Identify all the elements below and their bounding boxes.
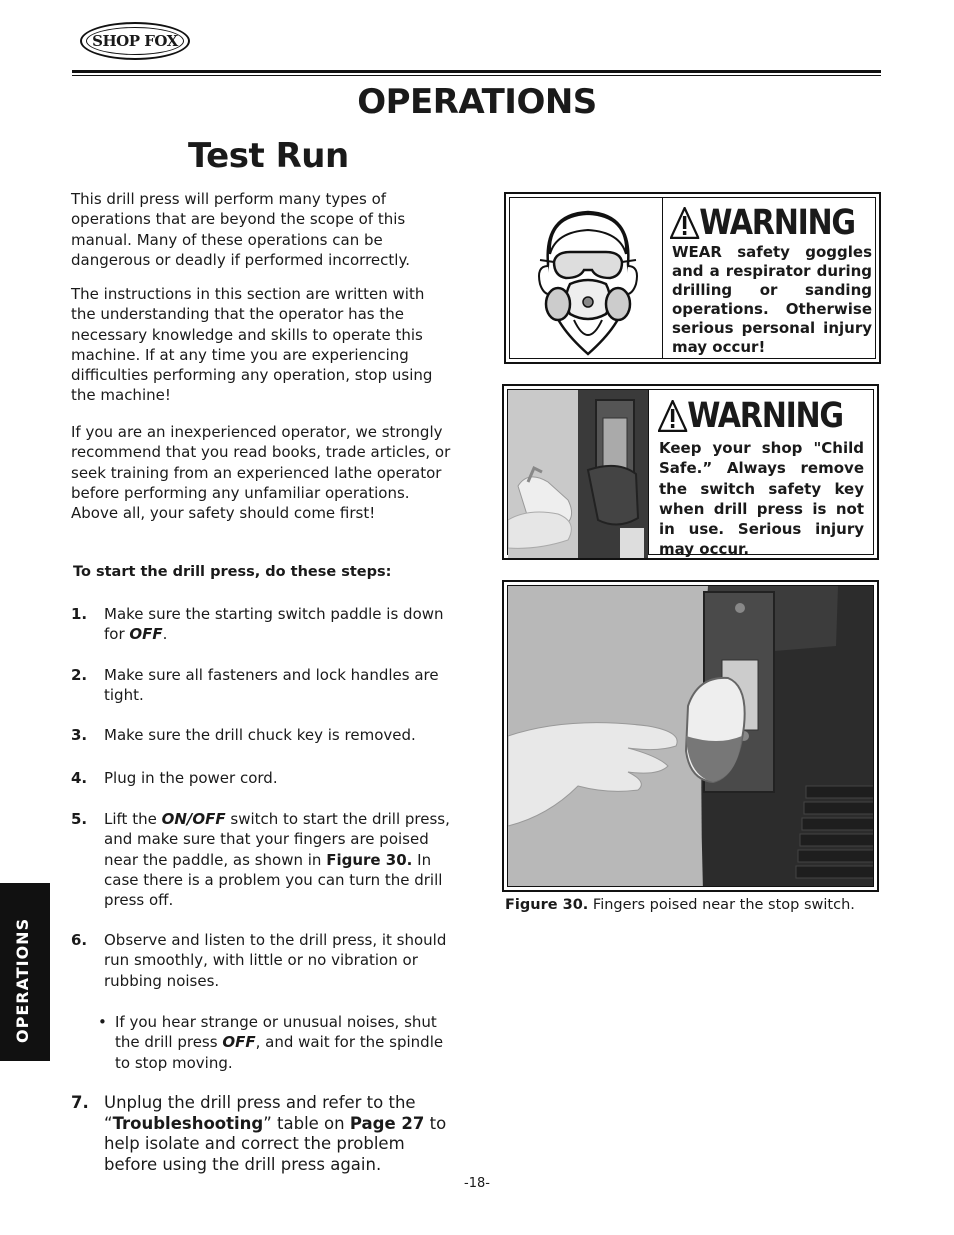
figure-reference: Figure 30. <box>326 850 413 869</box>
figure-label: Figure 30. <box>505 897 589 913</box>
step-text: Plug in the power cord. <box>104 769 278 787</box>
step-6-bullet <box>98 1012 450 1073</box>
warning-title-2 <box>658 394 843 438</box>
step-4 <box>71 768 451 788</box>
step-5 <box>71 809 451 910</box>
step-text-end: . <box>162 625 168 644</box>
warning-title-text: WARNING <box>687 396 843 436</box>
warning-box-respirator <box>504 192 881 364</box>
switch-key-photo <box>508 390 648 558</box>
warning-triangle-icon <box>658 400 687 432</box>
figure-caption-text: Fingers poised near the stop switch. <box>588 897 855 913</box>
step-number: 2. <box>71 666 88 684</box>
side-tab-label: OPERATIONS <box>13 917 32 1043</box>
step-text: Make sure all fasteners and lock handles are tight. <box>104 666 439 705</box>
step-number: 3. <box>71 726 88 744</box>
step-text-end: In case there is a problem you can turn the drill press off. <box>104 850 443 910</box>
step-emphasis: ON/OFF <box>161 810 226 828</box>
fingers-near-switch-photo <box>508 586 874 887</box>
intro-paragraph-3: If you are an inexperienced operator, we strongly recommend that you read books, trade articles, or seek training from an experienced lathe operator before performing any unfamiliar operations. Above all, your safety should come first! <box>71 423 451 523</box>
step-1 <box>71 604 451 645</box>
bullet-text-end: , and wait for the spindle to stop moving. <box>115 1033 444 1072</box>
step-text-end: to help isolate and correct the problem before using the drill press again. <box>104 1113 447 1174</box>
troubleshooting-reference: Troubleshooting <box>112 1113 264 1133</box>
bullet-emphasis: OFF <box>222 1033 256 1052</box>
page-number: -18- <box>464 1176 490 1191</box>
step-text-mid: ” table on <box>263 1113 350 1133</box>
logo-text: SHOP FOX <box>92 32 178 50</box>
bullet-text: If you hear strange or unusual noises, shut the drill press <box>115 1013 437 1052</box>
step-number: 4. <box>71 769 88 787</box>
page-title: Test Run <box>188 136 349 176</box>
figure-caption <box>505 897 855 913</box>
figure-30-frame <box>502 580 879 892</box>
respirator-face-illustration <box>530 204 646 360</box>
step-text-mid: switch to start the drill press, and make sure that your fingers are poised near the paddle, as shown in <box>104 810 450 869</box>
warning-text-2: Keep your shop "Child Safe.” Always remove the switch safety key when drill press is not in use. Serious injury may occur. <box>659 439 864 559</box>
warning-box-child-safe <box>502 384 879 560</box>
warning-title-1 <box>670 202 855 244</box>
header-rule <box>72 70 881 73</box>
header-rule-thin <box>72 75 881 76</box>
step-7 <box>71 1093 451 1175</box>
bullet-dot: • <box>98 1013 107 1031</box>
warning-title-text: WARNING <box>699 203 855 243</box>
step-text: Observe and listen to the drill press, it should run smoothly, with little or no vibration or rubbing noises. <box>104 931 447 990</box>
step-number: 5. <box>71 810 88 828</box>
intro-paragraph-1: This drill press will perform many types of operations that are beyond the scope of this manual. Many of these operations can be dangerous or deadly if performed incorrectly. <box>71 190 410 269</box>
step-number: 1. <box>71 605 88 623</box>
steps-lead: To start the drill press, do these steps: <box>73 564 392 580</box>
step-emphasis: OFF <box>129 625 163 644</box>
side-tab <box>0 883 50 1061</box>
warning-text-1: WEAR safety goggles and a respirator during drilling or sanding operations. Otherwise serious personal injury may occur! <box>672 243 872 356</box>
step-2 <box>71 665 451 706</box>
step-text: Lift the <box>104 810 162 828</box>
intro-paragraph-2: The instructions in this section are written with the understanding that the operator has the necessary knowledge and skills to operate this machine. If at any time you are experiencing difficulties performing any operation, stop using the machine! <box>71 285 433 405</box>
section-title: OPERATIONS <box>357 82 597 122</box>
step-text: Make sure the starting switch paddle is down for <box>104 605 444 644</box>
step-number: 6. <box>71 931 88 949</box>
step-text: Unplug the drill press and refer to the “ <box>104 1093 416 1133</box>
step-number: 7. <box>71 1093 89 1112</box>
step-6 <box>71 930 451 991</box>
warning-triangle-icon <box>670 207 699 239</box>
step-3 <box>71 725 451 745</box>
step-text: Make sure the drill chuck key is removed. <box>104 726 416 744</box>
shop-fox-logo <box>80 22 190 60</box>
page-reference: Page 27 <box>349 1113 425 1133</box>
